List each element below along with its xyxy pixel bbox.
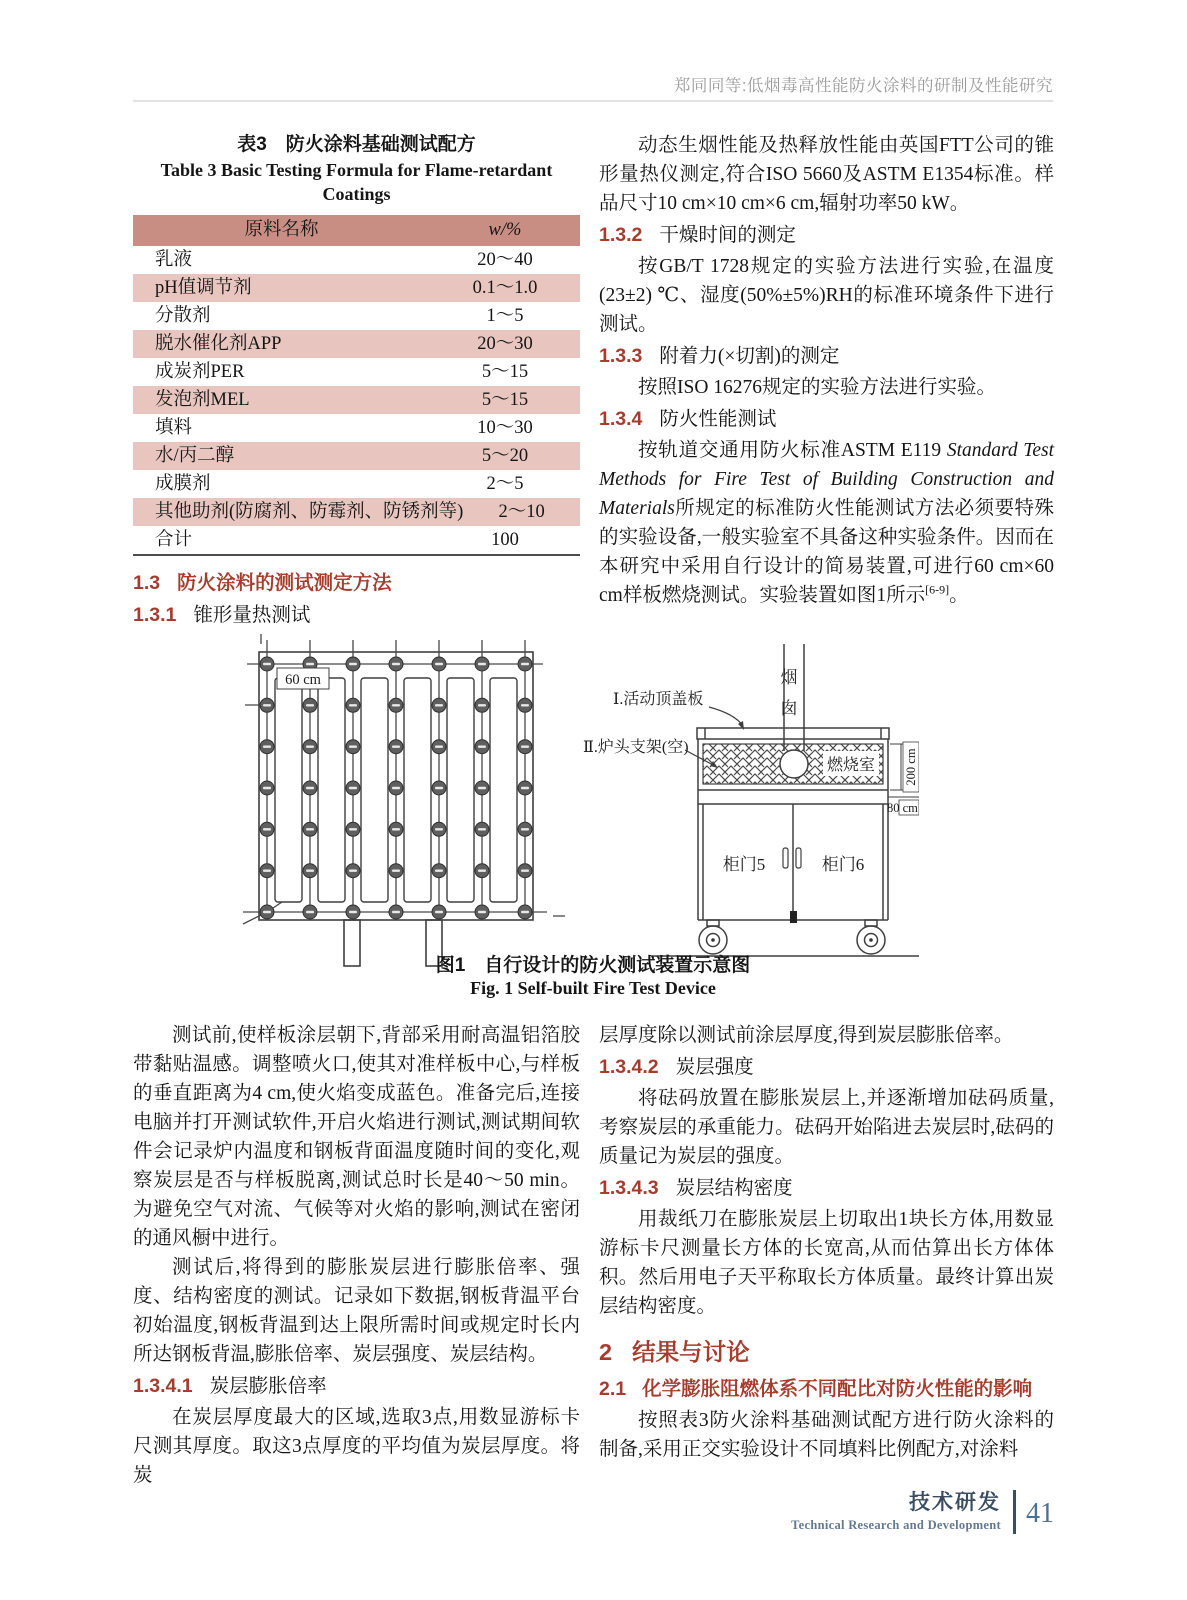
bottom-right-column	[599, 1021, 1054, 1464]
section-number: 1.3.4.2	[599, 1056, 659, 1078]
section-title: 干燥时间的测定	[659, 225, 796, 246]
section-title: 防火性能测试	[659, 409, 777, 430]
ingredient-name: 成炭剂PER	[155, 361, 245, 382]
section-title: 炭层结构密度	[675, 1178, 793, 1199]
table-row	[133, 302, 580, 330]
italic-standard-title: Standard Test Methods for Fire Test of Building Construction and Materials	[599, 440, 1054, 519]
paragraph-adhesion: 按照ISO 16276规定的实验方法进行实验。	[638, 377, 997, 398]
ingredient-name: 合计	[155, 529, 193, 550]
paragraph-char-density: 用裁纸刀在膨胀炭层上切取出1块长方体,用数显游标卡尺测量长方体的长宽高,从而估算出长方体体积。然后用电子天平称取长方体质量。最终计算出炭层结构密度。	[599, 1209, 1054, 1317]
table-row	[133, 414, 580, 442]
section-title: 炭层强度	[675, 1057, 754, 1078]
text-run: 按轨道交通用防火标准ASTM E119	[638, 440, 947, 461]
table3-header-row	[133, 215, 580, 246]
table3-col-value: w/%	[488, 220, 522, 240]
chimney-label: 烟囱	[777, 668, 797, 730]
table3-col-name: 原料名称	[244, 220, 319, 240]
ingredient-name: 脱水催化剂APP	[155, 333, 282, 354]
text-run: 。	[949, 585, 969, 606]
ingredient-percent: 2～5	[486, 473, 524, 494]
paragraph-fire-performance	[599, 436, 1054, 610]
door5-label: 柜门5	[722, 855, 766, 874]
section-2-heading	[599, 1336, 1054, 1368]
ingredient-percent: 5～15	[481, 361, 529, 382]
table-row	[133, 274, 580, 302]
table-row	[133, 386, 580, 414]
ingredient-name: 发泡剂MEL	[155, 389, 250, 410]
section-number: 1.3	[133, 572, 161, 594]
table-row	[133, 526, 580, 554]
text-run: 所规定的标准防火性能测试方法必须要特殊的实验设备,一般实验室不具备这种实验条件。因而在本研究中采用自行设计的简易装置,可进行60 cm×60 cm样板燃烧测试。实验装置如图1所示	[599, 498, 1054, 606]
ingredient-name: 成膜剂	[155, 473, 211, 494]
section-1-3-4-1-heading	[133, 1372, 580, 1401]
section-number: 1.3.4.3	[599, 1177, 659, 1199]
ingredient-percent: 5～20	[481, 445, 529, 466]
section-number: 2	[599, 1339, 613, 1365]
figure1-device-diagram	[557, 620, 919, 968]
section-number: 1.3.4.1	[133, 1375, 193, 1397]
figure-1	[133, 618, 1053, 1018]
section-1-3-2-heading	[599, 221, 1054, 250]
table-row	[133, 246, 580, 274]
table3	[133, 215, 580, 556]
ingredient-percent: 0.1～1.0	[472, 277, 538, 298]
ingredient-name: 水/丙二醇	[155, 445, 235, 466]
ingredient-percent: 10～30	[477, 417, 533, 438]
table3-title-en	[133, 158, 580, 206]
footer-divider-bar	[1013, 1490, 1016, 1534]
figure1-panel-diagram	[241, 624, 566, 969]
table-row	[133, 498, 580, 526]
chamber-label: 燃烧室	[826, 757, 876, 774]
paragraph-results-intro: 按照表3防火涂料基础测试配方进行防火涂料的制备,采用正交实验设计不同填料比例配方,对涂料	[599, 1410, 1054, 1460]
section-title: 炭层膨胀倍率	[209, 1376, 327, 1397]
section-2-1-heading	[599, 1375, 1054, 1404]
section-number: 1.3.3	[599, 345, 643, 367]
bottom-left-column	[133, 1021, 580, 1490]
dim-80cm-label: 80 cm	[887, 801, 918, 815]
paragraph-expansion-cont: 层厚度除以测试前涂层厚度,得到炭层膨胀倍率。	[599, 1025, 1014, 1046]
section-1-3-4-2-heading	[599, 1053, 1054, 1082]
figure1-caption-zh: 图1 自行设计的防火测试装置示意图	[435, 955, 751, 976]
burner-bracket-callout-label: Ⅱ.炉头支架(空)	[583, 739, 689, 756]
ingredient-percent: 100	[491, 529, 519, 550]
running-header: 郑同同等:低烟毒高性能防火涂料的研制及性能研究	[673, 77, 1053, 95]
section-number: 1.3.4	[599, 408, 643, 430]
section-title: 附着力(×切割)的测定	[659, 346, 840, 367]
ingredient-percent: 1～5	[486, 305, 524, 326]
panel-dim-60cm-label: 60 cm	[285, 672, 321, 688]
table3-title-en-line2: Coatings	[322, 184, 391, 204]
section-title: 结果与讨论	[632, 1339, 750, 1365]
figure1-caption-en: Fig. 1 Self-built Fire Test Device	[470, 978, 716, 998]
section-number: 1.3.2	[599, 224, 643, 246]
door6-label: 柜门6	[821, 855, 865, 874]
table-row	[133, 470, 580, 498]
table3-title-zh: 表3 防火涂料基础测试配方	[237, 134, 476, 155]
paragraph-cone-calorimeter: 动态生烟性能及热释放性能由英国FTT公司的锥形量热仪测定,符合ISO 5660及ASTM E1354标准。样品尺寸10 cm×10 cm×6 cm,辐射功率50 kW。	[599, 135, 1054, 214]
ingredient-name: 填料	[155, 417, 193, 438]
ingredient-name: 其他助剂(防腐剂、防霉剂、防锈剂等)	[155, 501, 464, 522]
paragraph-after-test: 测试后,将得到的膨胀炭层进行膨胀倍率、强度、结构密度的测试。记录如下数据,钢板背温平台初始温度,钢板背温到达上限所需时间或规定时长内所达钢板背温,膨胀倍率、炭层强度、炭层结构。	[133, 1257, 580, 1365]
footer-section-en: Technical Research and Development	[791, 1518, 1001, 1532]
top-right-column	[599, 131, 1054, 610]
ingredient-name: 分散剂	[155, 305, 211, 326]
table3-title-en-line1: Table 3 Basic Testing Formula for Flame-retardant	[160, 160, 553, 180]
header-rule	[133, 100, 1053, 102]
paragraph-before-test: 测试前,使样板涂层朝下,背部采用耐高温铝箔胶带黏贴温感。调整喷火口,使其对准样板中心,与样板的垂直距离为4 cm,使火焰变成蓝色。准备完后,连接电脑并打开测试软件,开启火焰进行测试,测试期间软件会记录炉内温度和钢板背面温度随时间的变化,观察炭层是否与样板脱离,测试总时长是40～50 min。为避免空气对流、气候等对火焰的影响,测试在密闭的通风橱中进行。	[133, 1025, 580, 1249]
page-number: 41	[1026, 1498, 1054, 1529]
section-1-3-4-3-heading	[599, 1174, 1054, 1203]
section-title: 防火涂料的测试测定方法	[177, 572, 392, 594]
ingredient-percent: 2～10	[498, 501, 545, 522]
ingredient-name: 乳液	[155, 249, 193, 270]
section-title: 锥形量热测试	[193, 605, 311, 626]
ingredient-percent: 20～40	[477, 249, 533, 270]
ingredient-name: pH值调节剂	[155, 277, 252, 298]
footer-section-labels	[791, 1490, 1001, 1534]
paragraph-drying-time: 按GB/T 1728规定的实验方法进行实验,在温度(23±2) ℃、湿度(50%±5%)RH的标准环境条件下进行测试。	[599, 256, 1054, 335]
top-plate-callout-label: Ⅰ.活动顶盖板	[613, 691, 704, 708]
ingredient-percent: 5～15	[481, 389, 529, 410]
table-row	[133, 442, 580, 470]
top-left-column	[133, 130, 580, 632]
table-row	[133, 330, 580, 358]
ingredient-percent: 20～30	[477, 333, 533, 354]
dim-200cm-label: 200 cm	[904, 748, 918, 786]
paragraph-expansion-left: 在炭层厚度最大的区域,选取3点,用数显游标卡尺测其厚度。取这3点厚度的平均值为炭层厚度。将炭	[133, 1407, 580, 1486]
section-number: 2.1	[599, 1378, 627, 1400]
section-title: 化学膨胀阻燃体系不同配比对防火性能的影响	[642, 1378, 1033, 1400]
footer-section-zh: 技术研发	[909, 1491, 1001, 1514]
paragraph-char-strength: 将砝码放置在膨胀炭层上,并逐渐增加砝码质量,考察炭层的承重能力。砝码开始陷进去炭层时,砝码的质量记为炭层的强度。	[599, 1088, 1054, 1167]
table-row	[133, 358, 580, 386]
section-1-3-heading	[133, 569, 580, 598]
section-1-3-4-heading	[599, 405, 1054, 434]
page-footer	[650, 1490, 1054, 1534]
section-number: 1.3.1	[133, 604, 177, 626]
table3-rows	[133, 246, 580, 554]
citation-ref: [6-9]	[925, 582, 950, 597]
section-1-3-3-heading	[599, 342, 1054, 371]
